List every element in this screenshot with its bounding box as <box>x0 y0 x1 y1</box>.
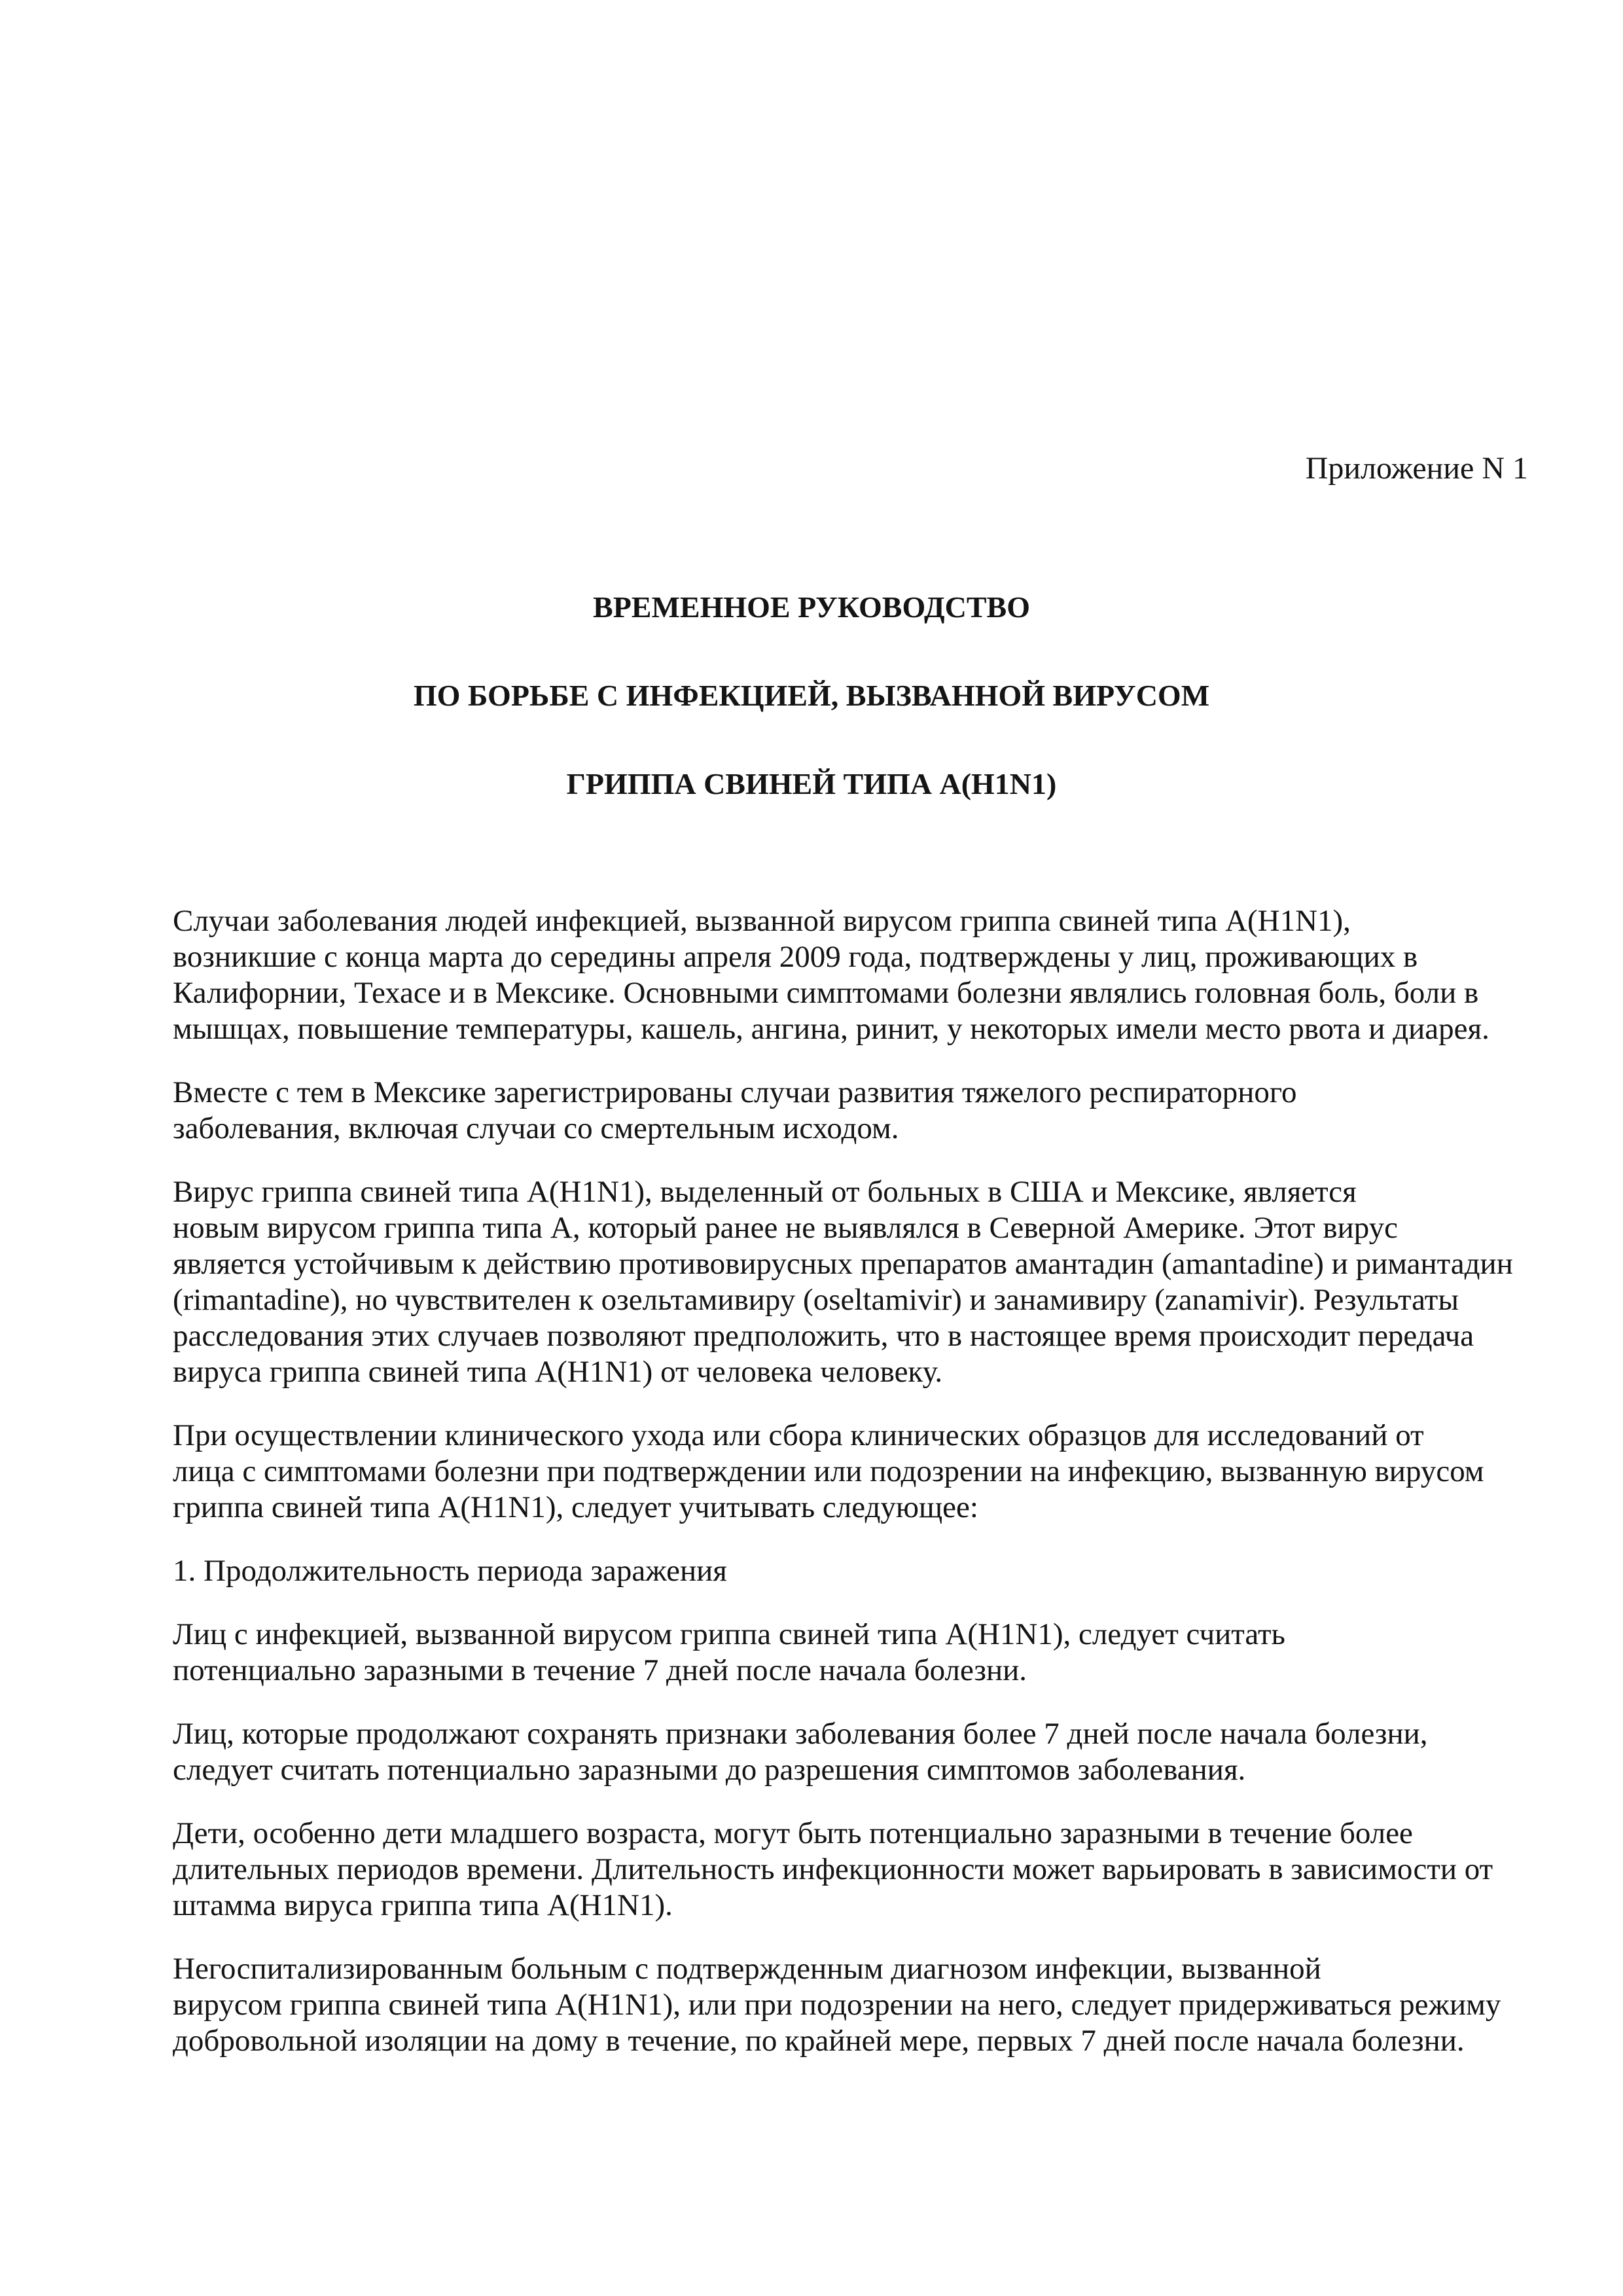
title-line-3: ГРИППА СВИНЕЙ ТИПА A(H1N1) <box>566 767 1057 800</box>
text-line: Негоспитализированным больным с подтвержденным диагнозом инфекции, вызванной <box>173 1952 1321 1986</box>
text-line: длительных периодов времени. Длительность инфекционности может варьировать в зависимости от <box>173 1852 1493 1886</box>
text-line: потенциально заразными в течение 7 дней после начала болезни. <box>173 1653 1027 1687</box>
paragraph-home-isolation <box>99 1951 1533 2059</box>
text-line: Калифорнии, Техасе и в Мексике. Основными симптомами болезни являлись головная боль, боли в <box>173 976 1479 1010</box>
paragraph-clinical-care <box>99 1418 1533 1526</box>
text-line: При осуществлении клинического ухода или сбора клинических образцов для исследований от <box>173 1418 1424 1452</box>
text-line: добровольной изоляции на дому в течение, по крайней мере, первых 7 дней после начала болезни. <box>173 2024 1465 2058</box>
body-text <box>99 903 1533 2087</box>
text-line: Вирус гриппа свиней типа A(H1N1), выделенный от больных в США и Мексике, является <box>173 1175 1357 1209</box>
document-title <box>0 588 1623 853</box>
title-line-1: ВРЕМЕННОЕ РУКОВОДСТВО <box>593 590 1030 624</box>
paragraph-mexico-severe <box>99 1075 1533 1147</box>
section-heading-infection-period <box>99 1553 1533 1589</box>
text-line: мышцах, повышение температуры, кашель, ангина, ринит, у некоторых имели место рвота и диарея. <box>173 1012 1489 1046</box>
text-line: расследования этих случаев позволяют предположить, что в настоящее время происходит передача <box>173 1319 1474 1353</box>
text-line: (rimantadine), но чувствителен к озельтамивиру (oseltamivir) и занамивиру (zanamivir). Результаты <box>173 1283 1459 1317</box>
text-line: Вместе с тем в Мексике зарегистрированы случаи развития тяжелого респираторного <box>173 1075 1297 1109</box>
text-line: 1. Продолжительность периода заражения <box>173 1554 727 1588</box>
title-line-2: ПО БОРЬБЕ С ИНФЕКЦИЕЙ, ВЫЗВАННОЙ ВИРУСОМ <box>413 679 1210 712</box>
paragraph-cases-overview <box>99 903 1533 1047</box>
text-line: Лиц с инфекцией, вызванной вирусом гриппа свиней типа A(H1N1), следует считать <box>173 1617 1285 1651</box>
text-line: заболевания, включая случаи со смертельным исходом. <box>173 1111 899 1145</box>
paragraph-virus-description <box>99 1174 1533 1390</box>
paragraph-children <box>99 1816 1533 1924</box>
text-line: Случаи заболевания людей инфекцией, вызванной вирусом гриппа свиней типа A(H1N1), <box>173 904 1351 938</box>
text-line: является устойчивым к действию противовирусных препаратов амантадин (amantadine) и римантадин <box>173 1247 1513 1281</box>
text-line: следует считать потенциально заразными до разрешения симптомов заболевания. <box>173 1753 1246 1787</box>
paragraph-contagious-7-days <box>99 1617 1533 1689</box>
text-line: вирусом гриппа свиней типа A(H1N1), или при подозрении на него, следует придерживаться режиму <box>173 1988 1501 2022</box>
text-line: возникшие с конца марта до середины апреля 2009 года, подтверждены у лиц, проживающих в <box>173 940 1418 974</box>
text-line: новым вирусом гриппа типа A, который ранее не выявлялся в Северной Америке. Этот вирус <box>173 1211 1399 1245</box>
text-line: гриппа свиней типа A(H1N1), следует учитывать следующее: <box>173 1490 978 1524</box>
text-line: Дети, особенно дети младшего возраста, могут быть потенциально заразными в течение более <box>173 1816 1413 1850</box>
text-line: лица с симптомами болезни при подтверждении или подозрении на инфекцию, вызванную вирусом <box>173 1454 1484 1488</box>
text-line: вируса гриппа свиней типа A(H1N1) от человека человеку. <box>173 1355 943 1389</box>
text-line: Лиц, которые продолжают сохранять признаки заболевания более 7 дней после начала болезни, <box>173 1717 1428 1751</box>
appendix-label: Приложение N 1 <box>1305 451 1528 486</box>
paragraph-persistent-symptoms <box>99 1716 1533 1788</box>
text-line: штамма вируса гриппа типа A(H1N1). <box>173 1888 673 1922</box>
